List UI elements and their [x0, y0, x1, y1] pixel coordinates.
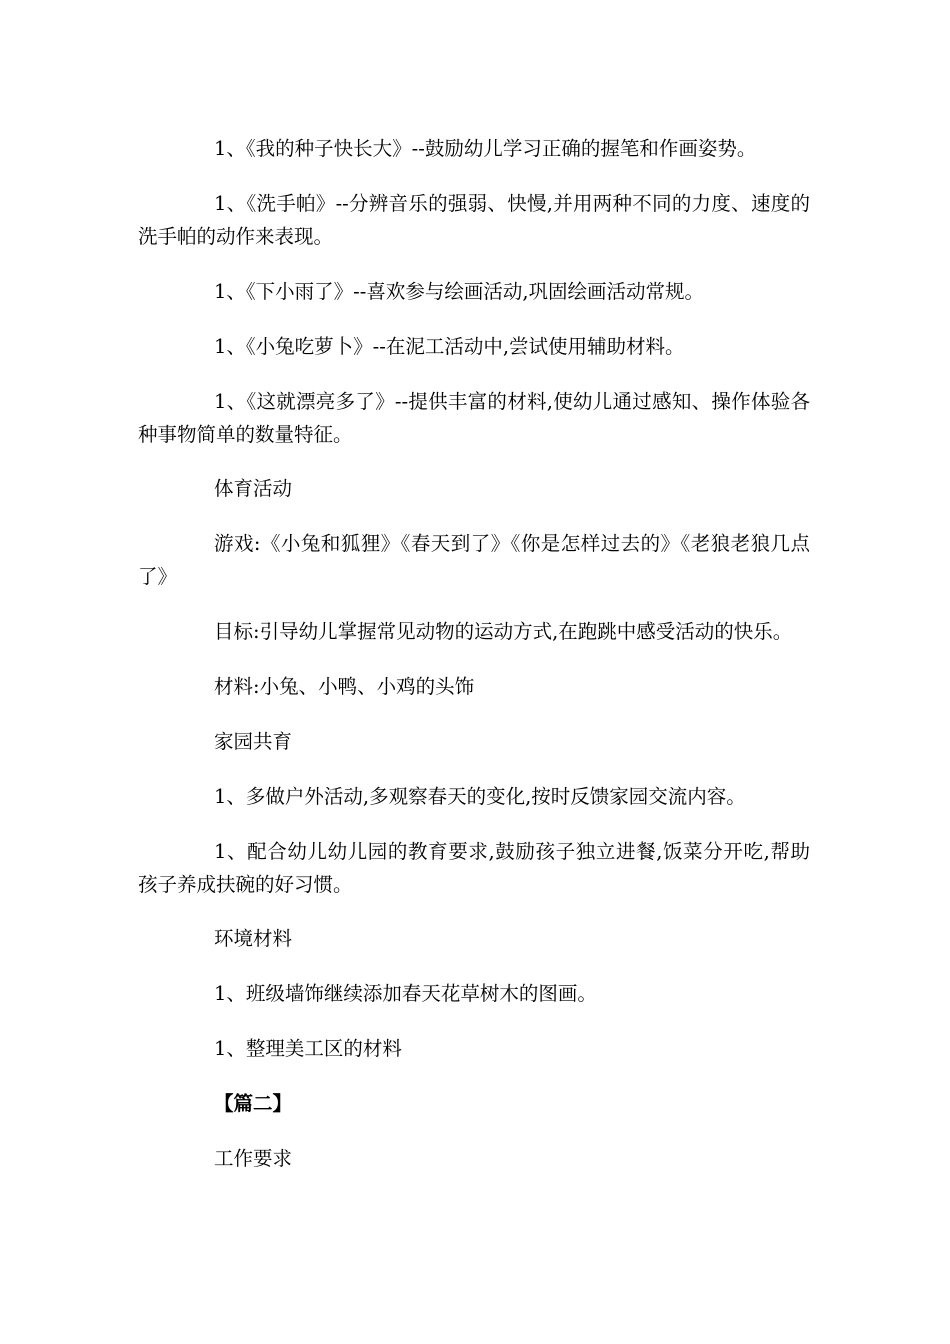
paragraph-target: 目标:引导幼儿掌握常见动物的运动方式,在跑跳中感受活动的快乐。: [214, 620, 793, 643]
paragraph-environment-2: 1、整理美工区的材料: [214, 1037, 402, 1060]
paragraph-music-goal: 1、《洗手帕》--分辨音乐的强弱、快慢,并用两种不同的力度、速度的洗手帕的动作来表现。: [138, 192, 810, 248]
paragraph-home-2: 1、配合幼儿幼儿园的教育要求,鼓励孩子独立进餐,饭菜分开吃,帮助孩子养成扶碗的好习惯。: [138, 840, 810, 896]
paragraph-games: 游戏:《小兔和狐狸》《春天到了》《你是怎样过去的》《老狼老狼几点了》: [138, 532, 810, 588]
section-title-part-two: 【篇二】: [214, 1092, 293, 1115]
paragraph-materials: 材料:小兔、小鸭、小鸡的头饰: [214, 675, 475, 698]
paragraph-math-goal: 1、《这就漂亮多了》--提供丰富的材料,使幼儿通过感知、操作体验各种事物简单的数量特征。: [138, 390, 810, 446]
paragraph-home-1: 1、多做户外活动,多观察春天的变化,按时反馈家园交流内容。: [214, 785, 746, 808]
paragraph-environment-1: 1、班级墙饰继续添加春天花草树木的图画。: [214, 982, 597, 1005]
paragraph-clay-goal: 1、《小兔吃萝卜》--在泥工活动中,尝试使用辅助材料。: [214, 335, 685, 358]
section-heading-pe: 体育活动: [214, 477, 293, 500]
paragraph-drawing-goal: 1、《我的种子快长大》--鼓励幼儿学习正确的握笔和作画姿势。: [214, 137, 757, 160]
section-heading-environment: 环境材料: [214, 927, 293, 950]
section-heading-work: 工作要求: [214, 1147, 293, 1170]
section-heading-home: 家园共育: [214, 730, 293, 753]
paragraph-painting-goal: 1、《下小雨了》--喜欢参与绘画活动,巩固绘画活动常规。: [214, 280, 705, 303]
